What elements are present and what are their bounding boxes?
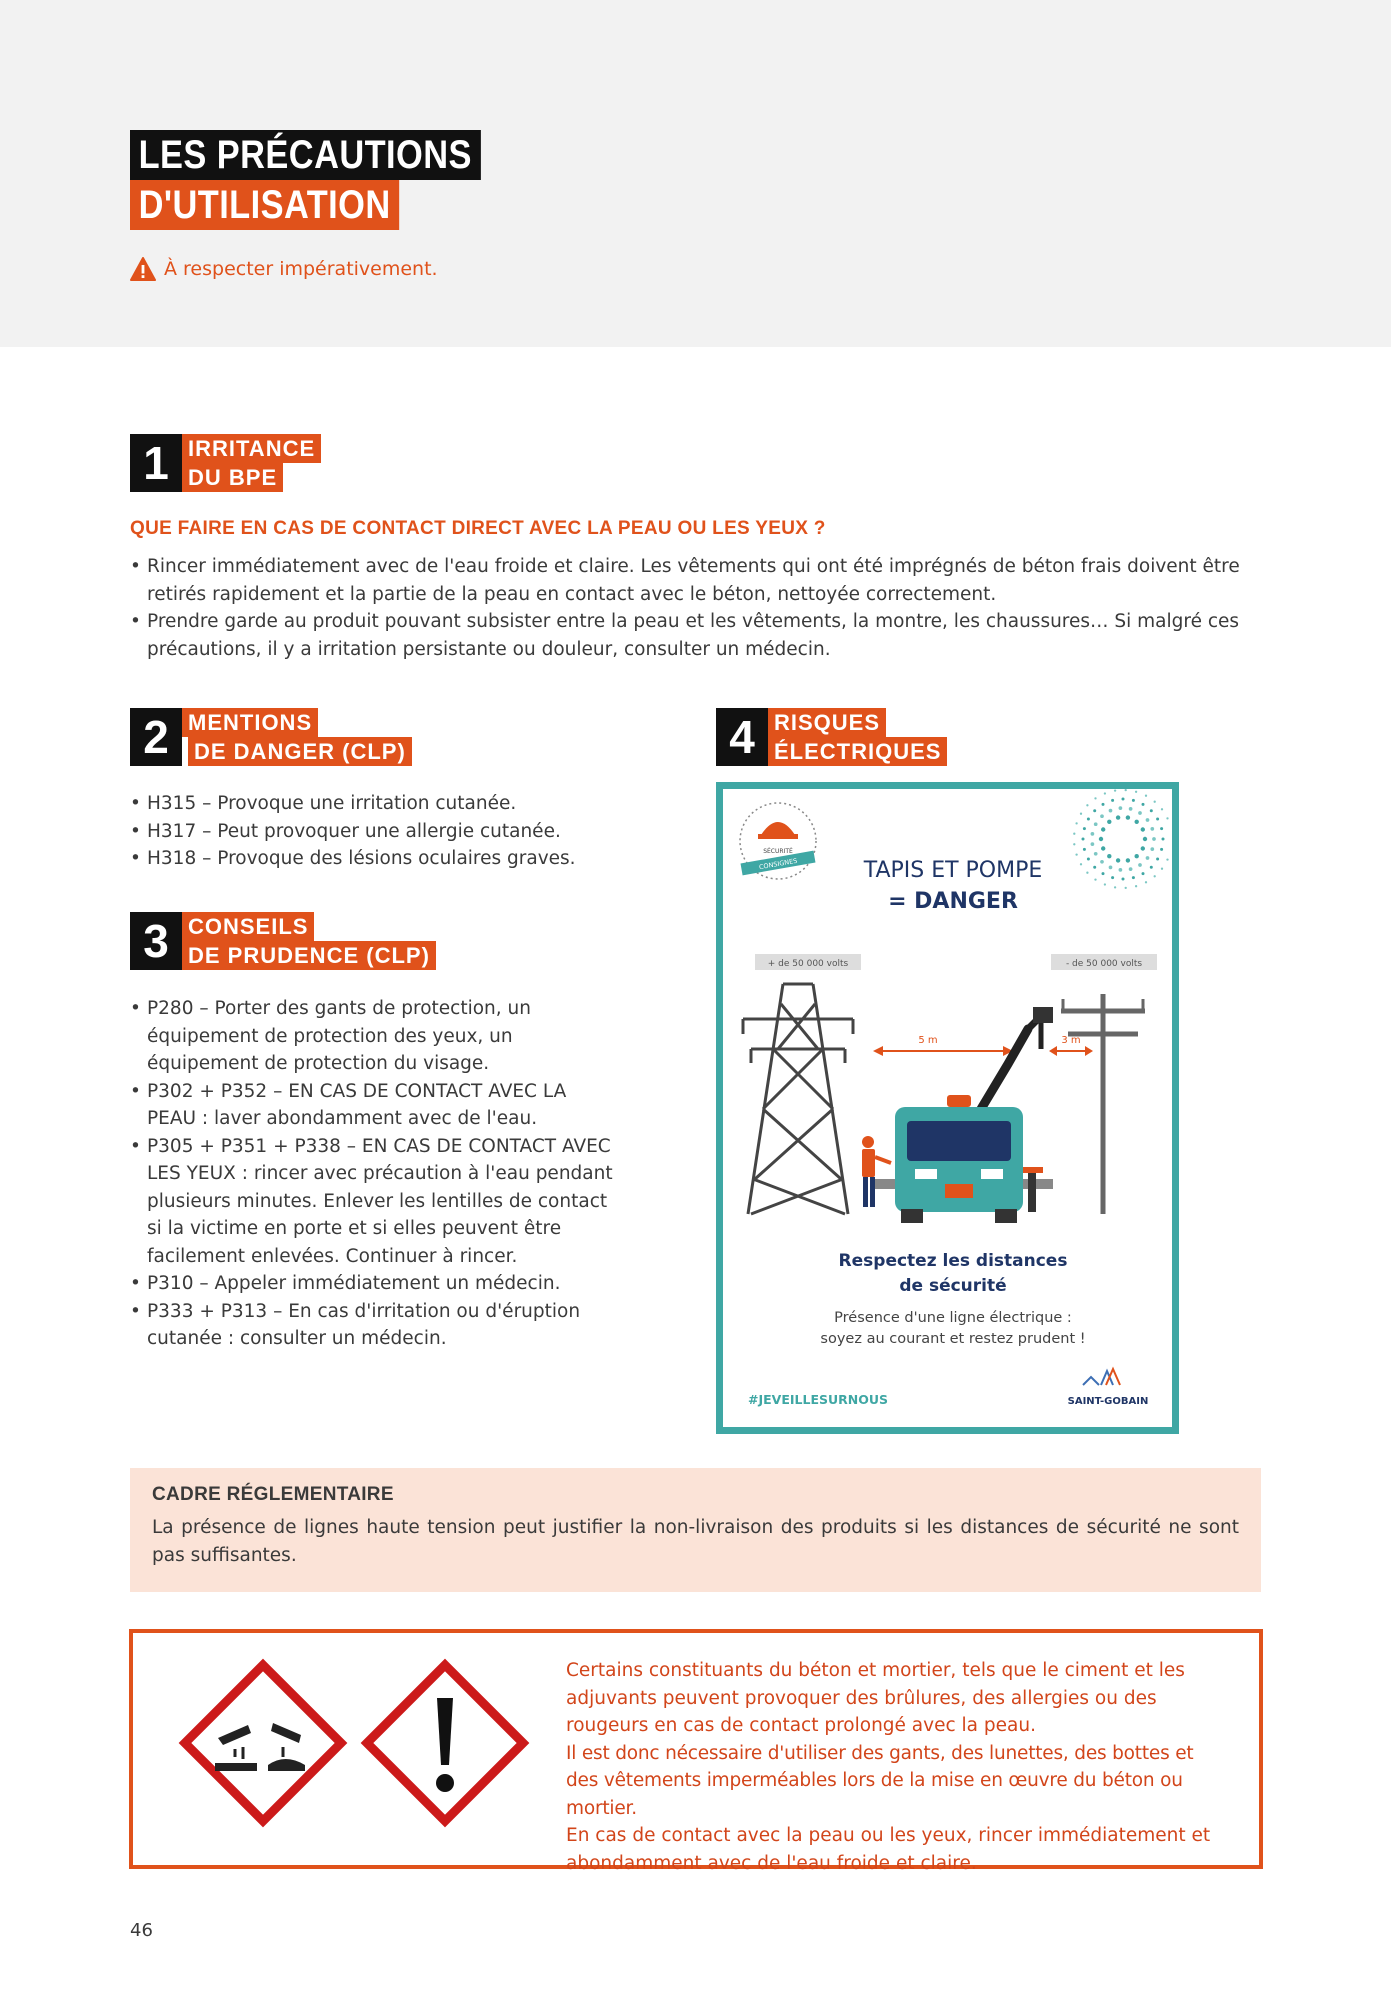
decor-dot	[1119, 868, 1123, 872]
warning-note	[130, 257, 438, 281]
decor-dot	[1129, 807, 1133, 811]
section-number: 3	[130, 912, 182, 970]
section-2-list	[130, 790, 630, 873]
warning-triangle-icon	[130, 257, 156, 281]
decor-dot	[1135, 885, 1137, 887]
poster-note-line2: soyez au courant et restez prudent !	[820, 1331, 1086, 1347]
decor-dot	[1146, 856, 1150, 860]
decor-dot	[1100, 860, 1104, 864]
saint-gobain-logo-icon	[1083, 1369, 1120, 1385]
poster-subtitle-line2: de sécurité	[899, 1276, 1007, 1296]
section-label-line2: DE DANGER (CLP)	[188, 737, 412, 766]
decor-dot	[1160, 848, 1163, 851]
decor-dot	[1109, 809, 1113, 813]
decor-dot	[1099, 837, 1103, 841]
safety-badge-icon	[740, 803, 816, 879]
poster-title-line1: TAPIS ET POMPE	[863, 858, 1043, 883]
decor-dot	[1094, 822, 1098, 826]
decor-dot	[1073, 833, 1075, 835]
list-item: • Prendre garde au produit pouvant subsister entre la peau et les vêtements, la montre, les chaussures… Si malgré ces précautions, il y a irritation persistante ou douleur, consulter un médecin.	[130, 608, 1265, 663]
list-item: • P305 + P351 + P338 – EN CAS DE CONTACT AVEC LES YEUX : rincer avec précaution à l'eau pendant plusieurs minutes. Enlever les lentilles de contact si la victime en porte et si elles peuvent être facilement enlevées. Continuer à rincer.	[130, 1133, 620, 1271]
distance-label-left: 5 m	[918, 1035, 938, 1046]
decor-dot	[1080, 863, 1082, 865]
decor-dot	[1094, 797, 1096, 799]
list-item: • P280 – Porter des gants de protection, un équipement de protection des yeux, un équipement de protection du visage.	[130, 995, 620, 1078]
decor-dot	[1086, 872, 1088, 874]
distance-label-right: 3 m	[1061, 1035, 1081, 1046]
section-1-question: QUE FAIRE EN CAS DE CONTACT DIRECT AVEC LA PEAU OU LES YEUX ?	[130, 518, 826, 539]
safety-poster	[716, 782, 1179, 1434]
decor-dot	[1083, 848, 1086, 851]
decor-dot	[1132, 876, 1135, 879]
barrier-icon	[1023, 1167, 1043, 1212]
decor-dot	[1160, 827, 1163, 830]
decor-dot	[1150, 809, 1153, 812]
hazard-warning-text	[566, 1657, 1221, 1877]
decor-dot	[1142, 872, 1145, 875]
poster-note-line1: Présence d'une ligne électrique :	[834, 1310, 1072, 1326]
decor-dot	[1114, 789, 1116, 791]
decor-dot	[1143, 837, 1147, 841]
section-3-list	[130, 995, 620, 1353]
electric-pole-icon	[1061, 994, 1145, 1214]
list-item: • H315 – Provoque une irritation cutanée.	[130, 790, 630, 818]
section-1-list	[130, 553, 1265, 663]
list-item: • H318 – Provoque des lésions oculaires graves.	[130, 845, 630, 873]
exclamation-pictogram-icon	[367, 1665, 523, 1821]
worker-icon	[862, 1136, 891, 1207]
list-item: • P333 + P313 – En cas d'irritation ou d'éruption cutanée : consulter un médecin.	[130, 1298, 620, 1353]
decor-dot	[1156, 818, 1159, 821]
decor-dot	[1138, 863, 1142, 867]
decor-dot	[1107, 854, 1111, 858]
decor-dot	[1101, 827, 1105, 831]
decor-dot	[1091, 832, 1095, 836]
decor-dot	[1093, 809, 1096, 812]
section-number: 4	[716, 708, 768, 766]
decor-dot	[1142, 803, 1145, 806]
decor-dot	[1111, 799, 1114, 802]
list-item: • H317 – Peut provoquer une allergie cutanée.	[130, 818, 630, 846]
decor-dot	[1119, 806, 1123, 810]
decor-dot	[1141, 846, 1145, 850]
decor-dot	[1102, 803, 1105, 806]
poster-title-line2: = DANGER	[888, 889, 1018, 914]
voltage-tag-left: + de 50 000 volts	[767, 959, 849, 969]
decor-dot	[1135, 854, 1139, 858]
hazard-paragraph-3: En cas de contact avec la peau ou les yeux, rincer immédiatement et abondamment avec de l'eau froide et claire.	[566, 1825, 1211, 1874]
section-label-line1: MENTIONS	[182, 708, 318, 737]
decor-dot	[1094, 878, 1096, 880]
decor-dot	[1145, 881, 1147, 883]
page-number: 46	[130, 1920, 153, 1941]
decor-dot	[1161, 808, 1163, 810]
decor-dot	[1150, 866, 1153, 869]
section-4-header	[716, 708, 947, 766]
decor-dot	[1075, 853, 1077, 855]
section-label-line1: CONSEILS	[182, 912, 314, 941]
decor-dot	[1087, 818, 1090, 821]
decor-dot	[1154, 801, 1156, 803]
page-title-line1: LES PRÉCAUTIONS	[130, 130, 480, 180]
decor-dot	[1102, 872, 1105, 875]
pump-truck-icon	[873, 1007, 1053, 1223]
decor-dot	[1138, 811, 1142, 815]
pylon-icon	[743, 984, 853, 1214]
decor-dot	[1116, 858, 1120, 862]
decor-dot	[1154, 875, 1156, 877]
warning-text: À respecter impérativement.	[164, 258, 438, 280]
hazard-paragraph-2: Il est donc nécessaire d'utiliser des gants, des lunettes, des bottes et des vêtements imperméables lors de la mise en œuvre du béton ou mortier.	[566, 1742, 1194, 1819]
decor-dot	[1122, 878, 1125, 881]
decor-dot	[1073, 843, 1075, 845]
decor-dot	[1141, 827, 1145, 831]
decor-dot	[1129, 867, 1133, 871]
section-number: 2	[130, 708, 182, 766]
decor-dot	[1150, 847, 1154, 851]
section-label-line2: DE PRUDENCE (CLP)	[182, 941, 436, 970]
dots-decoration-icon	[1073, 789, 1169, 889]
decor-dot	[1093, 866, 1096, 869]
hazard-warning-box	[129, 1629, 1263, 1874]
decor-dot	[1111, 876, 1114, 879]
poster-subtitle-line1: Respectez les distances	[838, 1251, 1068, 1271]
decor-dot	[1126, 858, 1130, 862]
decor-dot	[1135, 820, 1139, 824]
decor-dot	[1122, 798, 1125, 801]
decor-dot	[1135, 791, 1137, 793]
decor-dot	[1125, 789, 1127, 791]
decor-dot	[1083, 827, 1086, 830]
section-label-line2: DU BPE	[182, 463, 283, 492]
decor-dot	[1107, 820, 1111, 824]
decor-dot	[1116, 815, 1120, 819]
decor-dot	[1101, 846, 1105, 850]
section-1-header	[130, 434, 321, 492]
decor-dot	[1080, 813, 1082, 815]
section-number: 1	[130, 434, 182, 492]
regulatory-text: La présence de lignes haute tension peut justifier la non-livraison des produits si les distances de sécurité ne sont pas suffisantes.	[152, 1517, 1239, 1566]
decor-dot	[1104, 883, 1106, 885]
decor-dot	[1145, 795, 1147, 797]
hazard-paragraph-1: Certains constituants du béton et mortier, tels que le ciment et les adjuvants peuvent provoquer des brûlures, des allergies ou des rougeurs en cas de contact prolongé avec la peau.	[566, 1660, 1185, 1736]
decor-dot	[1146, 818, 1150, 822]
decor-dot	[1109, 866, 1113, 870]
section-3-header	[130, 912, 436, 970]
voltage-tag-right: - de 50 000 volts	[1065, 959, 1143, 969]
poster-hashtag: #JEVEILLESURNOUS	[748, 1392, 889, 1407]
decor-dot	[1086, 804, 1088, 806]
section-label-line1: IRRITANCE	[182, 434, 321, 463]
decor-dot	[1094, 852, 1098, 856]
section-label-line1: RISQUES	[768, 708, 886, 737]
hazard-pictograms	[173, 1653, 553, 1853]
decor-dot	[1104, 792, 1106, 794]
decor-dot	[1087, 858, 1090, 861]
regulatory-frame	[130, 1468, 1261, 1592]
decor-dot	[1091, 842, 1095, 846]
decor-dot	[1132, 799, 1135, 802]
badge-text-1: SÉCURITÉ	[763, 848, 793, 855]
badge-text-2: CONSIGNES	[758, 856, 798, 872]
decor-dot	[1152, 837, 1156, 841]
section-label-line2: ÉLECTRIQUES	[768, 737, 947, 766]
decor-dot	[1166, 817, 1168, 819]
decor-dot	[1100, 814, 1104, 818]
decor-dot	[1162, 838, 1165, 841]
poster-illustration	[723, 789, 1172, 1427]
list-item: • P310 – Appeler immédiatement un médecin.	[130, 1270, 620, 1298]
decor-dot	[1166, 858, 1168, 860]
decor-dot	[1125, 887, 1127, 889]
poster-brand: SAINT-GOBAIN	[1067, 1396, 1149, 1407]
decor-dot	[1126, 815, 1130, 819]
decor-dot	[1150, 827, 1154, 831]
regulatory-title: CADRE RÉGLEMENTAIRE	[152, 1484, 394, 1505]
section-2-header	[130, 708, 412, 766]
decor-dot	[1075, 822, 1077, 824]
distance-arrows	[873, 1046, 1093, 1056]
decor-dot	[1082, 838, 1085, 841]
decor-dot	[1114, 886, 1116, 888]
corrosion-pictogram-icon	[185, 1665, 341, 1821]
decor-dot	[1161, 868, 1163, 870]
list-item: • Rincer immédiatement avec de l'eau froide et claire. Les vêtements qui ont été imprégnés de béton frais doivent être retirés rapidement et la partie de la peau en contact avec le béton, nettoyée correctement.	[130, 553, 1265, 608]
decor-dot	[1156, 858, 1159, 861]
page-title-line2: D'UTILISATION	[130, 180, 399, 230]
list-item: • P302 + P352 – EN CAS DE CONTACT AVEC LA PEAU : laver abondamment avec de l'eau.	[130, 1078, 620, 1133]
